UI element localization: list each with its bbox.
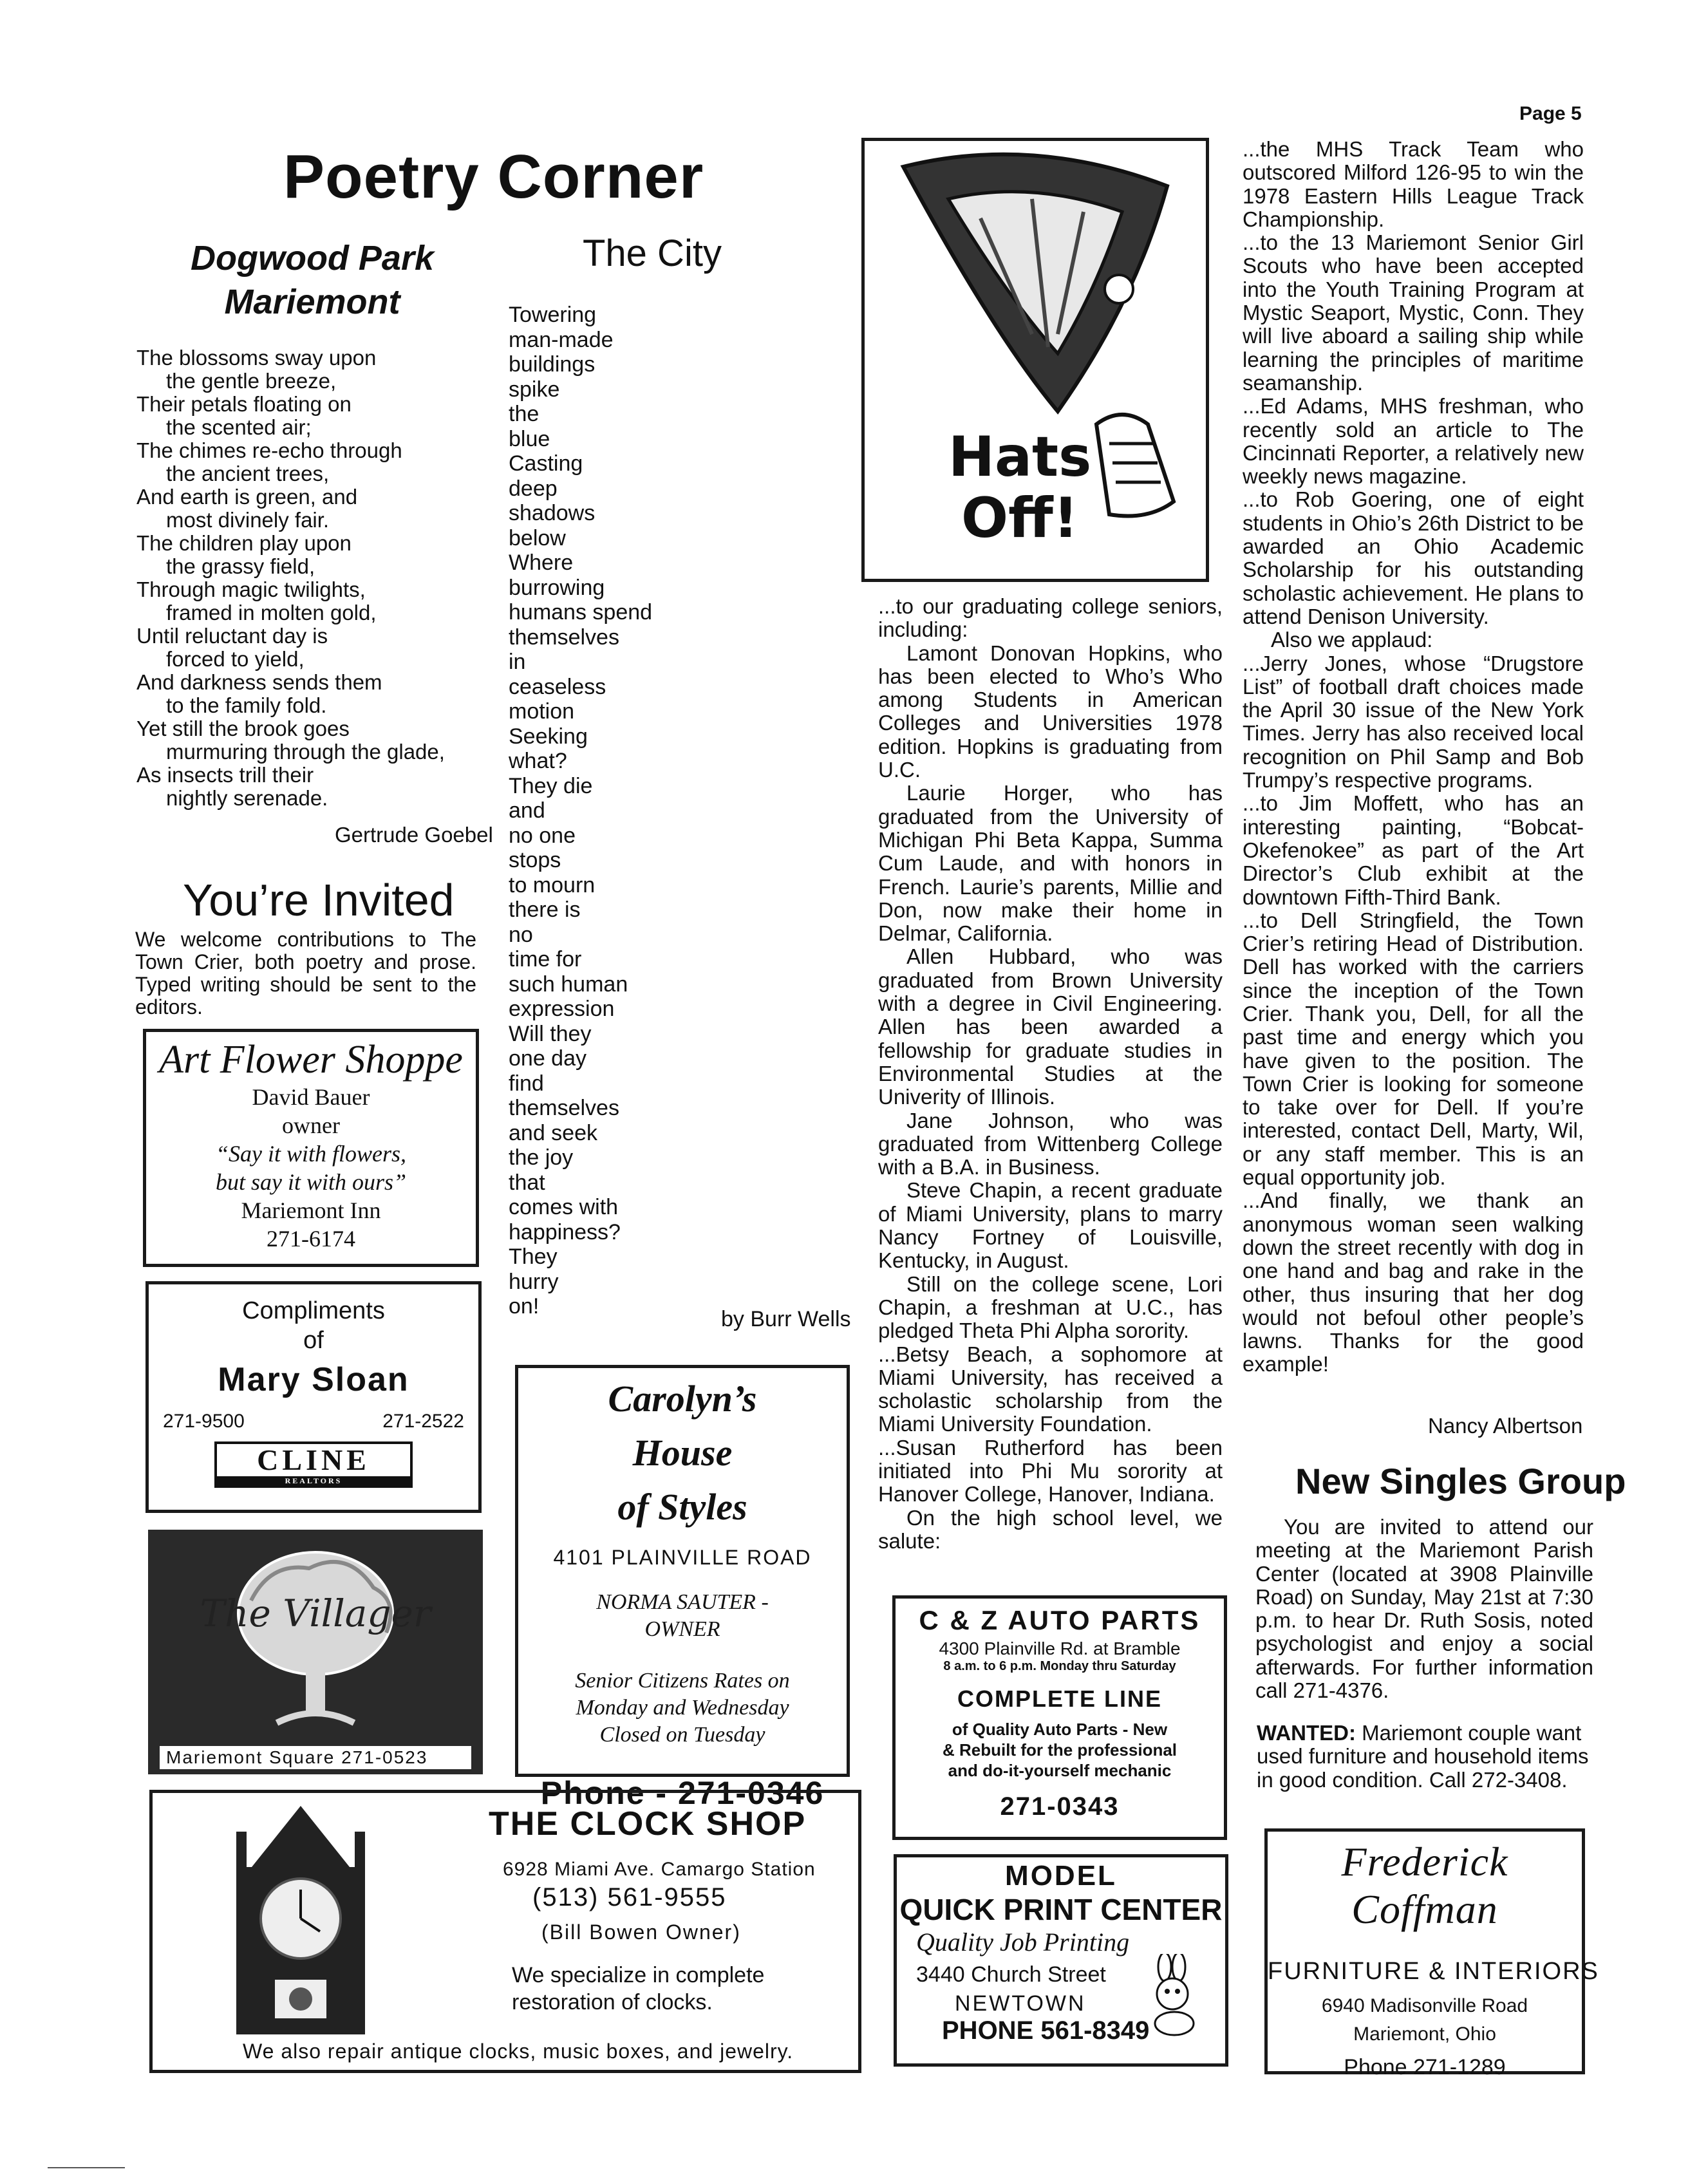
paragraph: ...the MHS Track Team who outscored Milford 126-95 to win the 1978 Eastern Hills League Track Championship. <box>1243 137 1584 231</box>
ad-town: NEWTOWN <box>955 1991 1086 2016</box>
ad-phone: (513) 561-9555 <box>532 1883 727 1911</box>
ad-owner-name: David Bauer <box>252 1084 370 1110</box>
poem-line: Will they <box>509 1021 592 1046</box>
ad-name: Art Flower Shoppe <box>159 1038 463 1082</box>
poem-line: motion <box>509 699 575 724</box>
poem-title-dogwood: Dogwood Park Mariemont <box>190 239 435 321</box>
rabbit-icon <box>1139 1954 1210 2038</box>
poem-author: Gertrude Goebel <box>335 823 493 847</box>
poem-line: hurry <box>509 1269 559 1294</box>
ad-desc-3: and do-it-yourself mechanic <box>948 1761 1172 1780</box>
ad-phone: Phone - 271-0346 <box>540 1775 825 1811</box>
paragraph: Lamont Donovan Hopkins, who has been elected to Who’s Who among Students in American Colleges and Universities 1978 edition. Hopkins is graduating from U.C. <box>878 641 1223 782</box>
poem-line: man-made <box>509 327 614 352</box>
ad-phone-2: 271-2522 <box>382 1411 464 1432</box>
ad-phone: PHONE 561-8349 <box>942 2016 1150 2045</box>
ad-art-flower-shoppe <box>143 1029 479 1267</box>
ad-hours: 8 a.m. to 6 p.m. Monday thru Saturday <box>943 1659 1176 1673</box>
poem-line: And darkness sends them <box>136 670 382 694</box>
poem-line: The blossoms sway upon <box>136 346 377 370</box>
ad-clock-shop <box>149 1790 861 2073</box>
paragraph: Jane Johnson, who was graduated from Wittenberg College with a B.A. in Business. <box>878 1108 1223 1179</box>
villager-tree-logo <box>148 1530 483 1742</box>
poem-line: there is <box>509 897 581 922</box>
hats-off-label-1: Hats <box>948 425 1092 489</box>
poem-line: Towering <box>509 303 597 327</box>
poem-line: what? <box>509 749 567 773</box>
paragraph: ...Ed Adams, MHS freshman, who recently sold an article to The Cincinnati Reporter, a relatively new weekly news magazine. <box>1243 394 1584 489</box>
poem-line: buildings <box>509 352 596 377</box>
poem-line: blue <box>509 426 550 451</box>
poem-line: Casting <box>509 451 583 476</box>
ad-address-1: 6940 Madisonville Road <box>1321 1995 1528 2016</box>
ad-phone-1: 271-9500 <box>163 1411 245 1432</box>
hats-off-label-2: Off! <box>961 486 1078 550</box>
invited-text: We welcome contributions to The Town Crier, both poetry and prose. Typed writing should be sent to the editors. <box>135 928 476 1019</box>
ad-subtitle: FURNITURE & INTERIORS <box>1268 1958 1599 1985</box>
poem-line: in <box>509 650 526 674</box>
poem-line: and <box>509 798 545 823</box>
ad-rates-1: Senior Citizens Rates on <box>575 1669 790 1693</box>
poem-line: humans spend <box>509 600 653 624</box>
paragraph: ...to the 13 Mariemont Senior Girl Scouts who have been accepted into the Youth Training Program at Mystic Seaport, Mystic, Conn. They will live aboard a sailing ship while learning the principles of maritime seamanship. <box>1243 230 1584 395</box>
poem-line: expression <box>509 997 615 1021</box>
poem-line: spike <box>509 377 560 402</box>
poem-line: to the family fold. <box>166 693 327 717</box>
ad-place: Mariemont Inn <box>241 1197 381 1223</box>
ad-owner-title: owner <box>282 1112 340 1138</box>
ad-title-1: Carolyn’s <box>608 1378 757 1420</box>
poem-dogwood <box>136 346 484 810</box>
poem-line: the grassy field, <box>166 554 315 578</box>
poem-city <box>509 303 740 1319</box>
poem-line: and seek <box>509 1120 597 1145</box>
tricorn-hat-icon <box>865 141 1206 579</box>
poem-line: the joy <box>509 1145 574 1170</box>
poem-line: on! <box>509 1294 540 1319</box>
poem-line: below <box>509 525 566 550</box>
ad-title: C & Z AUTO PARTS <box>919 1605 1201 1635</box>
poem-line: deep <box>509 476 558 501</box>
ad-desc-2: & Rebuilt for the professional <box>942 1740 1178 1760</box>
poem-author: by Burr Wells <box>721 1307 851 1331</box>
cline-logo-text: CLINE <box>257 1443 370 1476</box>
poem-line: themselves <box>509 1096 619 1120</box>
poem-line: forced to yield, <box>166 647 305 671</box>
ad-compliments: Compliments of <box>242 1297 385 1354</box>
paragraph: ...to Jim Moffett, who has an interesting painting, “Bobcat-Okefenokee” as part of the Art Director’s Club exhibit at the downtown Fifth-Third Bank. <box>1243 791 1584 909</box>
paragraph: Allen Hubbard, who was graduated from Brown University with a degree in Civil Engineering. Allen has been awarded a fellowship for graduate studies in Environmental Studies at the Univerity of Illinois. <box>878 944 1223 1109</box>
ad-title-3: of Styles <box>617 1486 747 1528</box>
ad-rates-3: Closed on Tuesday <box>599 1723 765 1747</box>
poem-line: comes with <box>509 1195 619 1219</box>
ad-desc-1: of Quality Auto Parts - New <box>952 1720 1168 1739</box>
ad-address-2: Mariemont, Ohio <box>1353 2023 1496 2045</box>
poem-line: no <box>509 922 533 947</box>
ad-phone: 271-6174 <box>267 1226 355 1252</box>
poem-line: burrowing <box>509 575 605 600</box>
poem-line: They <box>509 1244 558 1269</box>
footer-rule <box>48 2167 125 2168</box>
ad-address: 4300 Plainville Rd. at Bramble <box>939 1638 1181 1658</box>
mantel-clock-icon <box>230 1806 371 2038</box>
poem-line: such human <box>509 972 628 997</box>
villager-logo-text: The Villager <box>200 1591 431 1635</box>
ad-owner-1: NORMA SAUTER - <box>596 1590 769 1614</box>
hats-off-article <box>878 595 1223 1553</box>
ad-title: MODEL <box>1005 1860 1117 1892</box>
ad-title-2: House <box>632 1432 733 1474</box>
right-column-article <box>1243 138 1584 1376</box>
poem-title-city: The City <box>583 232 722 274</box>
poem-line: Until reluctant day is <box>136 624 328 648</box>
ad-mary-sloan <box>145 1281 482 1513</box>
poem-line: one day <box>509 1046 587 1071</box>
poem-line: to mourn <box>509 872 596 897</box>
paragraph: ...to Rob Goering, one of eight students in Ohio’s 26th District to be awarded an Ohio Academic Scholarship for his outstanding scholastic achievement. He plans to attend Denison University. <box>1243 487 1584 628</box>
ad-model-quick-print <box>894 1854 1228 2067</box>
poem-line: shadows <box>509 501 596 525</box>
singles-heading: New Singles Group <box>1295 1461 1626 1501</box>
paragraph: ...Susan Rutherford has been initiated into Phi Mu sorority at Hanover College, Hanover, Indiana. <box>878 1435 1223 1507</box>
poem-line: And earth is green, and <box>136 485 358 509</box>
poem-line: Through magic twilights, <box>136 577 366 601</box>
poem-line: the scented air; <box>166 415 312 439</box>
paragraph: ...And finally, we thank an anonymous woman seen walking down the street recently with dog in one hand and bag and rake in the other, thus insuring that her dog would not befoul other people’s lawns. Thanks for the good example! <box>1243 1188 1584 1376</box>
poem-line: stops <box>509 848 561 872</box>
poem-line: that <box>509 1170 545 1195</box>
cline-logo <box>214 1441 413 1488</box>
poem-line: themselves <box>509 624 619 650</box>
ad-carolyns-house-of-styles <box>515 1365 850 1811</box>
poem-line: Seeking <box>509 724 588 749</box>
ad-footer: We also repair antique clocks, music boxes, and jewelry. <box>243 2040 794 2063</box>
ad-cz-auto-parts <box>892 1595 1227 1840</box>
ad-rates-2: Monday and Wednesday <box>576 1696 789 1720</box>
poem-line: Where <box>509 550 574 575</box>
ad-villager <box>148 1530 483 1774</box>
poem-line: Their petals floating on <box>136 392 352 416</box>
poem-line: find <box>509 1071 544 1096</box>
poem-line: framed in molten gold, <box>166 601 377 624</box>
hats-off-illustration <box>861 138 1209 582</box>
poem-line: time for <box>509 947 582 972</box>
ad-phone: 271-0343 <box>1000 1792 1120 1821</box>
ad-caption: Mariemont Square 271-0523 <box>160 1746 471 1769</box>
page-number: Page 5 <box>1519 103 1582 124</box>
poem-line: ceaseless <box>509 674 606 699</box>
paragraph: Steve Chapin, a recent graduate of Miami University, plans to marry Nancy Fortney of Louisville, Kentucky, in August. <box>878 1178 1223 1273</box>
ad-owner: (Bill Bowen Owner) <box>541 1920 741 1944</box>
ad-title-2: QUICK PRINT CENTER <box>899 1893 1223 1926</box>
ad-quote-2: but say it with ours” <box>215 1169 407 1195</box>
wanted-notice <box>1257 1722 1595 1792</box>
poem-line: most divinely fair. <box>166 508 330 532</box>
cline-logo-sub: REALTORS <box>217 1476 410 1485</box>
poem-line: As insects trill their <box>136 763 314 787</box>
paragraph: Also we applaud: <box>1271 628 1433 652</box>
ad-address: 6928 Miami Ave. Camargo Station <box>503 1859 816 1880</box>
paragraph: ...to Dell Stringfield, the Town Crier’s retiring Head of Distribution. Dell has worked with the carriers since the inception of the Town Crier. Thank you, Dell, for all the past time and energy which you have given to the position. The Town Crier is looking for someone to take over for Dell. If you’re interested, contact Dell, Marty, Wil, or any staff member. This is an equal opportunity job. <box>1243 908 1584 1190</box>
poem-line: the gentle breeze, <box>166 369 337 393</box>
ad-address: 4101 PLAINVILLE ROAD <box>553 1546 812 1569</box>
ad-address: 3440 Church Street <box>916 1962 1106 1987</box>
poem-line: the ancient trees, <box>166 462 330 485</box>
ad-specialty-1: We specialize in complete <box>512 1963 765 1987</box>
poem-line: Yet still the brook goes <box>136 717 350 740</box>
poem-line: murmuring through the glade, <box>166 740 445 764</box>
poem-line: The children play upon <box>136 531 352 555</box>
poem-line: They die <box>509 773 593 798</box>
page-title: Poetry Corner <box>283 142 704 211</box>
ad-specialty-2: restoration of clocks. <box>512 1990 713 2014</box>
ad-tagline: Quality Job Printing <box>916 1928 1130 1957</box>
paragraph: Laurie Horger, who has graduated from the University of Michigan Phi Beta Kappa, Summa Cum Laude, and with honors in French. Laurie’s parents, Millie and Don, now make their home in Delmar, California. <box>878 781 1223 946</box>
wanted-text: Mariemont couple want used furniture and household items in good condition. Call 272-3408. <box>1257 1721 1589 1792</box>
poem-line: the <box>509 402 540 426</box>
ad-line: COMPLETE LINE <box>957 1685 1162 1712</box>
ad-title: THE CLOCK SHOP <box>489 1805 807 1843</box>
poem-line: The chimes re-echo through <box>136 438 402 462</box>
ad-phone: Phone 271-1289 <box>1344 2055 1506 2079</box>
paragraph: ...Betsy Beach, a sophomore at Miami University, has received a scholastic scholarship from the Miami University Foundation. <box>878 1342 1223 1436</box>
paragraph: Still on the college scene, Lori Chapin, a freshman at U.C., has pledged Theta Phi Alpha sorority. <box>878 1272 1223 1343</box>
invited-heading: You’re Invited <box>183 875 455 925</box>
poem-line: happiness? <box>509 1219 621 1244</box>
wanted-label: WANTED: <box>1257 1721 1356 1745</box>
ad-name: Mary Sloan <box>218 1361 409 1398</box>
paragraph: ...Jerry Jones, whose “Drugstore List” of football draft choices made the April 30 issue of the New York Times. Jerry has also received local recognition on Phil Samp and Bob Trumpy’s respective programs. <box>1243 651 1584 793</box>
paragraph: On the high school level, we salute: <box>878 1505 1223 1553</box>
ad-frederick-coffman <box>1264 1828 1599 2079</box>
poem-line: no one <box>509 823 576 848</box>
ad-name: Frederick Coffman <box>1341 1839 1508 1932</box>
ad-quote-1: “Say it with flowers, <box>215 1141 407 1167</box>
ad-owner-2: OWNER <box>644 1617 720 1641</box>
poem-line: nightly serenade. <box>166 786 328 810</box>
paragraph: ...to our graduating college seniors, including: <box>878 594 1223 642</box>
singles-text: You are invited to attend our meeting at the Mariemont Parish Center (located at 3908 Plainville Road) on Sunday, May 21st at 7:30 p.m. to hear Dr. Ruth Sosis, noted psychologist and enjoy a social afterwards. For further information call 271-4376. <box>1255 1515 1593 1703</box>
article-author: Nancy Albertson <box>1428 1414 1583 1438</box>
